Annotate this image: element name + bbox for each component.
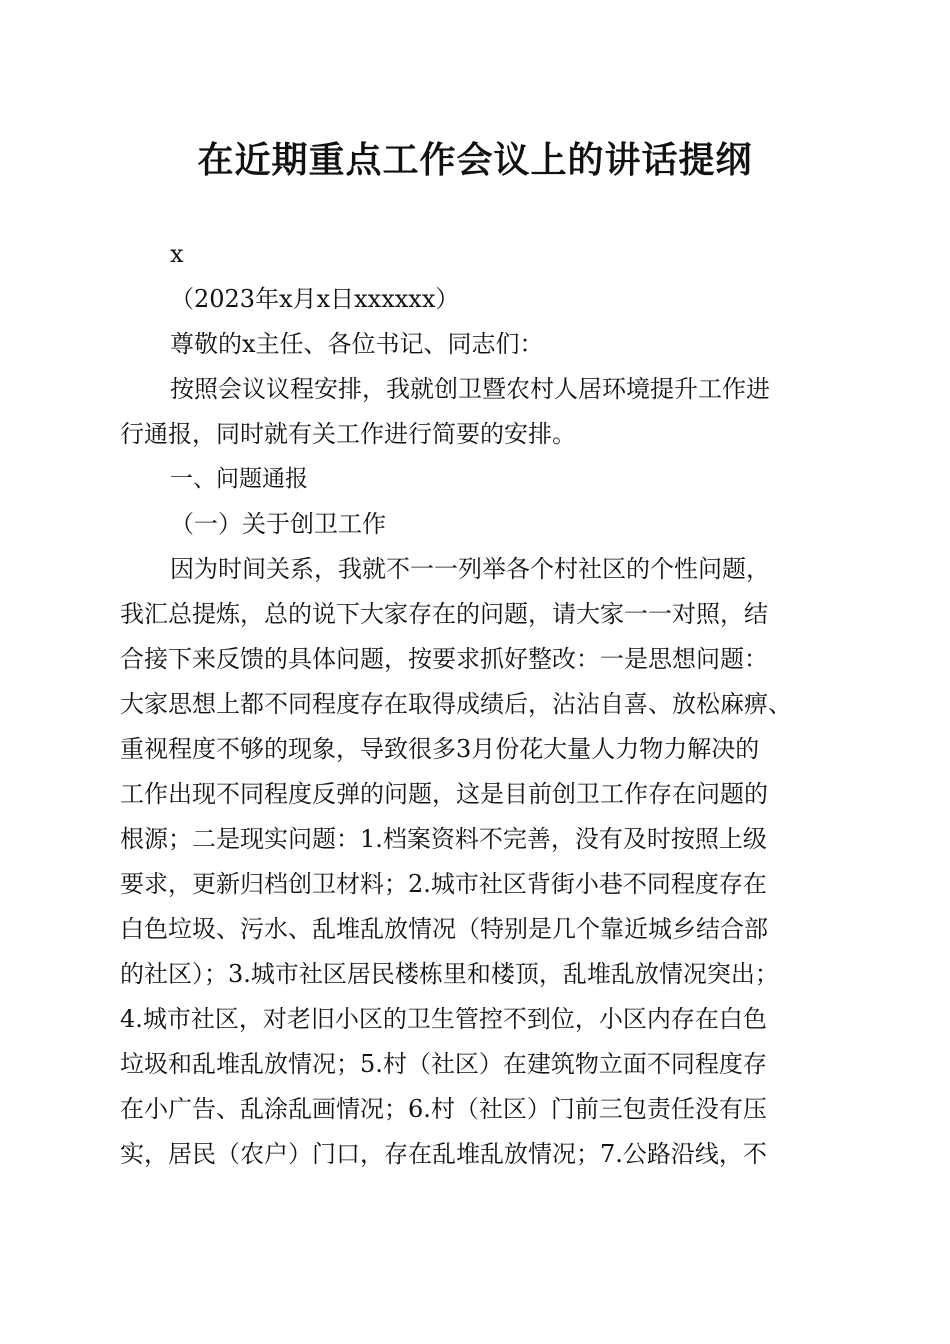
body-line: 要求，更新归档创卫材料；2.城市社区背街小巷不同程度存在 [120,870,767,898]
body-line: 白色垃圾、污水、乱堆乱放情况（特别是几个靠近城乡结合部 [120,915,768,943]
intro-line: 行通报，同时就有关工作进行简要的安排。 [120,420,576,448]
body-line: 4.城市社区，对老旧小区的卫生管控不到位，小区内存在白色 [120,1005,767,1033]
date-line: （2023年x月x日xxxxxx） [170,285,460,313]
body-line: 的社区）；3.城市社区居民楼栋里和楼顶，乱堆乱放情况突出； [120,960,779,988]
body-line: 工作出现不同程度反弹的问题，这是目前创卫工作存在问题的 [120,780,768,808]
body-line: 重视程度不够的现象，导致很多3月份花大量人力物力解决的 [120,735,760,763]
speaker-line: x [170,240,184,268]
body-line: 大家思想上都不同程度存在取得成绩后，沾沾自喜、放松麻痹、 [120,690,792,718]
section-heading: 一、问题通报 [170,466,308,492]
body-line: 合接下来反馈的具体问题，按要求抓好整改：一是思想问题： [120,645,768,673]
body-line: 我汇总提炼，总的说下大家存在的问题，请大家一一对照，结 [120,600,768,628]
body-line: 在小广告、乱涂乱画情况；6.村（社区）门前三包责任没有压 [120,1095,767,1123]
body-line: 因为时间关系，我就不一一列举各个村社区的个性问题， [170,555,770,583]
body-line: 实，居民（农户）门口，存在乱堆乱放情况；7.公路沿线，不 [120,1140,767,1168]
body-line: 根源；二是现实问题：1.档案资料不完善，没有及时按照上级 [120,825,767,853]
intro-line: 按照会议议程安排，我就创卫暨农村人居环境提升工作进 [170,375,770,403]
document-title: 在近期重点工作会议上的讲话提纲 [197,139,753,181]
body-line: 垃圾和乱堆乱放情况；5.村（社区）在建筑物立面不同程度存 [120,1050,767,1078]
salutation: 尊敬的x主任、各位书记、同志们： [170,330,544,358]
document-body [120,232,832,1177]
subsection-heading: （一）关于创卫工作 [170,510,386,538]
